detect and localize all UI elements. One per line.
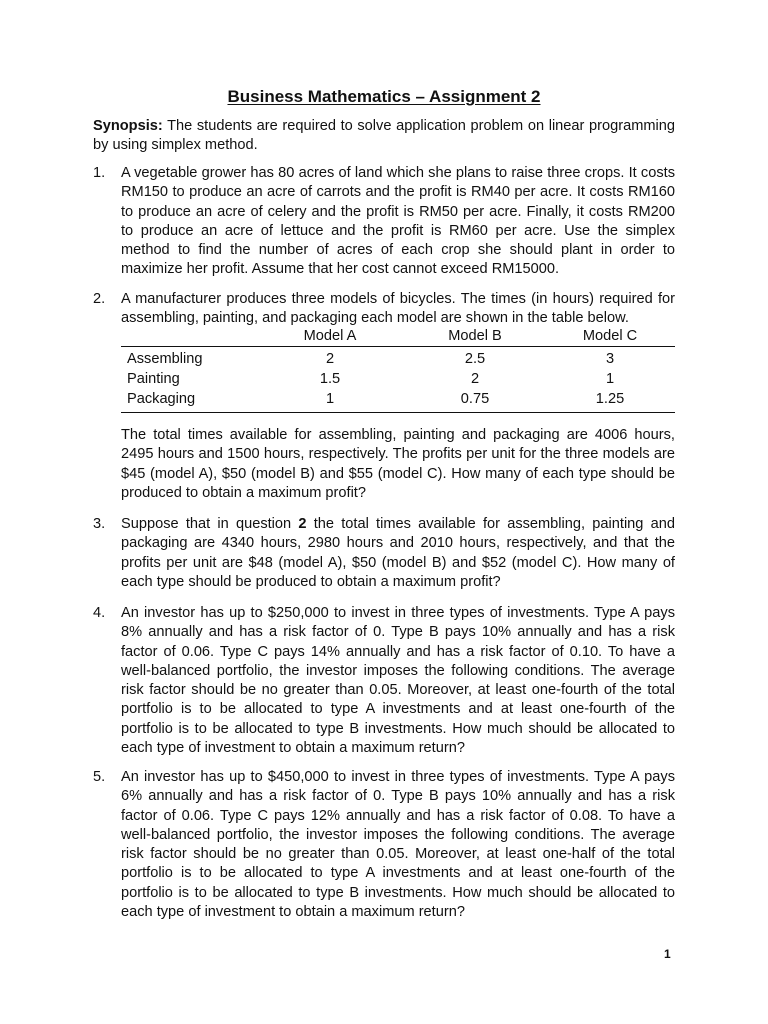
question-number: 4. <box>93 605 106 621</box>
table-cell: Painting <box>127 371 180 387</box>
question-number: 2. <box>93 291 106 307</box>
table-header: Model C <box>582 328 638 344</box>
question-text-part: Suppose that in question <box>121 516 299 532</box>
table-cell: Assembling <box>127 351 203 367</box>
table-header <box>121 327 255 347</box>
page-number: 1 <box>664 947 671 961</box>
data-table <box>121 327 675 413</box>
table-cell: 1.5 <box>319 371 341 387</box>
table-row <box>121 347 675 370</box>
table-cell: 2 <box>470 371 480 387</box>
synopsis-label: Synopsis: <box>93 118 163 134</box>
question-text: An investor has up to $250,000 to invest in three types of investments. Type A pays 8% annually and has a risk factor of 0. Type B pays 10% annually and has a risk factor of 0.06. Type C pays 14% annually and has a risk factor of 0.10. To have a well-balanced portfolio, the investor imposes the following conditions. The average risk factor should be no greater than 0.05. Moreover, at least one-fourth of the total portfolio is to be allocated to type A investments and at least one-fourth of the portfolio is to be allocated to type B investments. How much should be allocated to each type of investment to obtain a maximum return? <box>121 605 675 757</box>
question-text: The total times available for assembling, painting and packaging are 4006 hours, 2495 hours and 1500 hours, respectively. The profits per unit for the three models are $45 (model A), $50 (model B) and $55 (model C). How many of each type should be produced to obtain a maximum profit? <box>121 427 675 501</box>
table-header: Model B <box>448 328 502 344</box>
table-cell: 2.5 <box>464 351 486 367</box>
time-table <box>121 327 675 413</box>
table-row <box>121 389 675 413</box>
question-text-part: the total times available for assembling, painting and packaging are 4340 hours, 2980 hours and 2010 hours, respectively, and that the profits per unit are $48 (model A), $50 (model B) and $52 (model C). How many of each type should be produced to obtain a maximum profit? <box>121 516 675 590</box>
table-cell: 1 <box>255 389 405 413</box>
table-header: Model A <box>303 328 357 344</box>
table-cell: 3 <box>605 351 615 367</box>
table-header-row <box>121 327 675 347</box>
question-text: An investor has up to $450,000 to invest in three types of investments. Type A pays 6% annually and has a risk factor of 0. Type B pays 10% annually and has a risk factor of 0.06. Type C pays 12% annually and has a risk factor of 0.08. To have a well-balanced portfolio, the investor imposes the following conditions. The average risk factor should be no greater than 0.05. Moreover, at least one-half of the total portfolio is to be allocated to type A investments and at least one-fourth of the portfolio is to be allocated to type B investments. How much should be allocated to each type of investment to obtain a maximum return? <box>121 769 675 921</box>
table-cell: 1 <box>605 371 615 387</box>
question-reference: 2 <box>298 516 307 532</box>
table-row <box>121 369 675 389</box>
synopsis <box>93 117 675 156</box>
table-cell: Packaging <box>121 389 255 413</box>
question-text: A manufacturer produces three models of bicycles. The times (in hours) required for assembling, painting, and packaging each model are shown in the table below. <box>121 291 675 327</box>
question-text <box>121 515 675 592</box>
table-cell: 0.75 <box>405 389 545 413</box>
page-title: Business Mathematics – Assignment 2 <box>227 87 541 106</box>
question-number: 5. <box>93 769 106 785</box>
table-cell: 1.25 <box>545 389 675 413</box>
table-cell: 2 <box>325 351 335 367</box>
question-number: 1. <box>93 165 106 181</box>
question-number: 3. <box>93 516 106 532</box>
question-text: A vegetable grower has 80 acres of land which she plans to raise three crops. It costs RM150 to produce an acre of carrots and the profit is RM40 per acre. It costs RM160 to produce an acre of celery and the profit is RM50 per acre. Finally, it costs RM200 to produce an acre of lettuce and the profit is RM60 per acre. Use the simplex method to find the number of acres of each crop she should plant in order to maximize her profit. Assume that her cost cannot exceed RM15000. <box>121 165 675 278</box>
synopsis-text: The students are required to solve application problem on linear programming by using simplex method. <box>93 118 675 154</box>
